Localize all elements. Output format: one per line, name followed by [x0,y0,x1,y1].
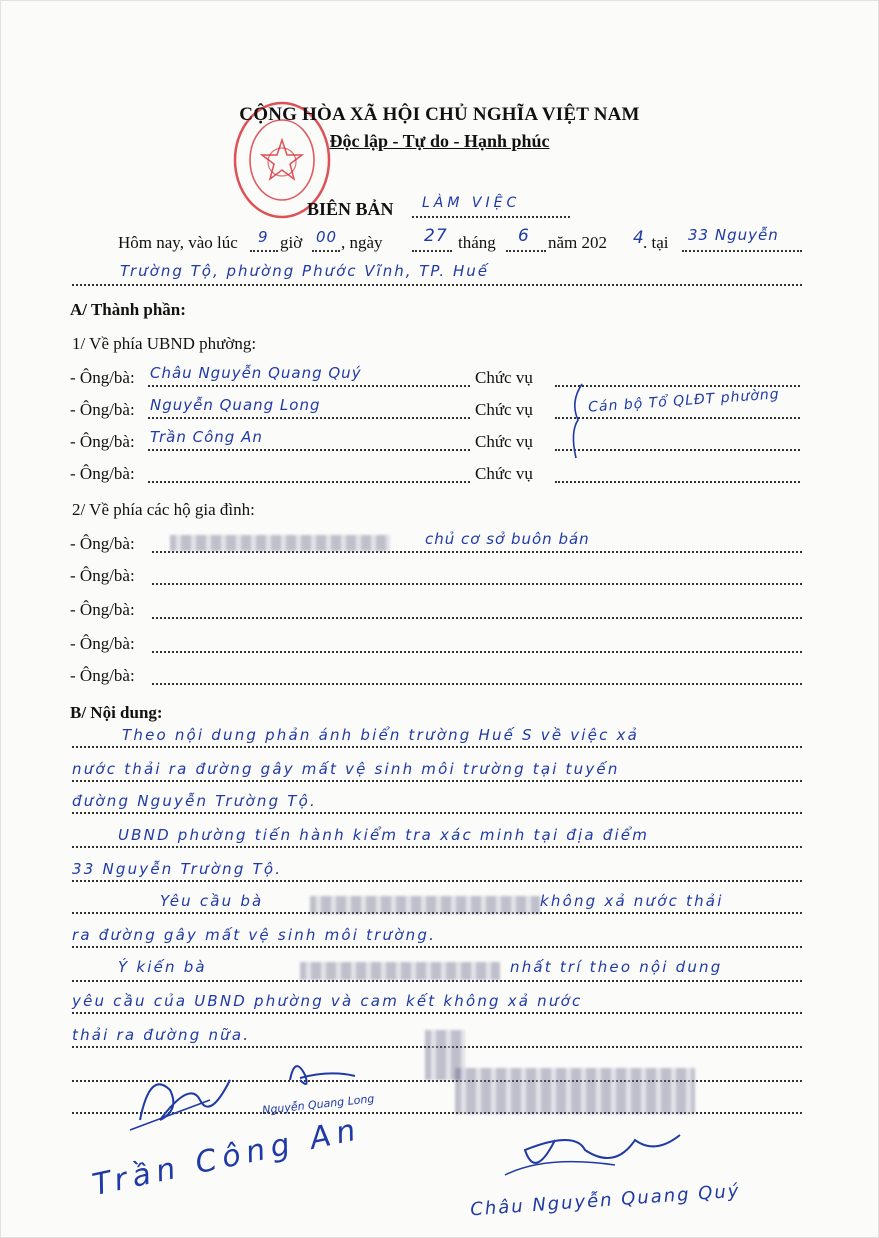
signer-name: Châu Nguyễn Quang Quý [469,1180,742,1221]
official-row-label: - Ông/bà: [70,368,135,387]
dotted-line [72,780,802,782]
dotted-line [148,449,470,451]
role-label: Chức vụ [475,464,533,483]
content-handwriting: nước thải ra đường gây mất vệ sinh môi trường tại tuyến [72,760,620,778]
motto-heading: Độc lập - Tự do - Hạnh phúc [329,131,550,151]
official-name: Nguyễn Quang Long [150,396,321,414]
dotted-line [72,812,802,814]
signature-stroke [495,1120,695,1190]
content-handwriting: 33 Nguyễn Trường Tộ. [72,860,283,878]
month-value: 6 [518,226,530,246]
role-label: Chức vụ [475,432,533,451]
dotted-line [72,746,802,748]
bracket-mark [568,382,588,462]
content-handwriting: thải ra đường nữa. [72,1026,251,1044]
content-handwriting: Yêu cầu bà [160,892,264,910]
intro-text: giờ [280,233,303,252]
place-value-continued: Trường Tộ, phường Phước Vĩnh, TP. Huế [120,262,489,280]
intro-text: . tại [643,233,669,252]
dotted-line [148,417,470,419]
title-handwritten: LÀM VIỆC [422,195,521,211]
household-row-label: - Ông/bà: [70,666,135,685]
year-value: 4 [633,228,645,248]
signature-stroke [120,1060,240,1140]
hour-value: 9 [258,228,269,246]
dotted-line [555,449,800,451]
dotted-line [152,617,802,619]
official-row-label: - Ông/bà: [70,432,135,451]
content-handwriting: yêu cầu của UBND phường và cam kết không xả nước [72,992,583,1010]
official-name: Trần Công An [150,428,263,446]
household-row-label: - Ông/bà: [70,600,135,619]
household-row-label: - Ông/bà: [70,566,135,585]
dotted-line [152,651,802,653]
signer-name: Trần Công An [89,1111,365,1204]
content-handwriting: không xả nước thải [540,892,724,910]
section-b-title: B/ Nội dung: [70,703,163,722]
official-row-label: - Ông/bà: [70,400,135,419]
dotted-line [72,284,802,286]
role-label: Chức vụ [475,368,533,387]
dotted-line [72,846,802,848]
dotted-line [148,385,470,387]
dotted-line [555,481,800,483]
household-side-heading: 2/ Về phía các hộ gia đình: [72,500,255,519]
document-title: BIÊN BẢN [307,199,394,219]
dotted-line [555,417,800,419]
dotted-line [152,683,802,685]
content-handwriting: ra đường gây mất vệ sinh môi trường. [72,926,437,944]
role-note: Cán bộ Tổ QLĐT phường [587,386,781,416]
ubnd-side-heading: 1/ Về phía UBND phường: [72,334,257,353]
day-value: 27 [424,226,448,246]
dotted-line [152,583,802,585]
redacted-name [310,896,540,914]
dotted-line [148,481,470,483]
dotted-line [72,946,802,948]
content-handwriting: Ý kiến bà [118,958,207,976]
intro-text: , ngày [341,233,383,252]
content-handwriting: Theo nội dung phản ánh biển trường Huế S về việc xả [122,726,639,744]
intro-text: năm 202 [548,233,608,252]
section-a-title: A/ Thành phần: [70,300,186,319]
official-row-label: - Ông/bà: [70,464,135,483]
intro-text: tháng [458,233,496,252]
dotted-line [412,250,452,252]
dotted-line [72,980,802,982]
household-row-label: - Ông/bà: [70,534,135,553]
minute-value: 00 [316,228,338,246]
place-value: 33 Nguyễn [688,226,779,244]
country-heading: CỘNG HÒA XÃ HỘI CHỦ NGHĨA VIỆT NAM [239,104,640,125]
dotted-line [250,250,278,252]
role-label: Chức vụ [475,400,533,419]
dotted-line [72,880,802,882]
official-name: Châu Nguyễn Quang Quý [150,364,362,382]
household-row-label: - Ông/bà: [70,634,135,653]
dotted-line [72,1012,802,1014]
content-handwriting: đường Nguyễn Trường Tộ. [72,792,317,810]
dotted-line [312,250,340,252]
content-handwriting: nhất trí theo nội dung [510,958,723,976]
redacted-name [170,535,390,551]
redacted-signature [455,1068,695,1114]
redacted-name [300,962,500,980]
signer-name: Nguyễn Quang Long [261,1092,375,1117]
dotted-line [682,250,802,252]
dotted-line [152,551,802,553]
intro-line: Hôm nay, vào lúc [118,233,238,252]
content-handwriting: UBND phường tiến hành kiểm tra xác minh tại địa điểm [118,826,650,844]
dotted-line [412,216,570,218]
household-note: chủ cơ sở buôn bán [425,530,590,548]
dotted-line [506,250,546,252]
